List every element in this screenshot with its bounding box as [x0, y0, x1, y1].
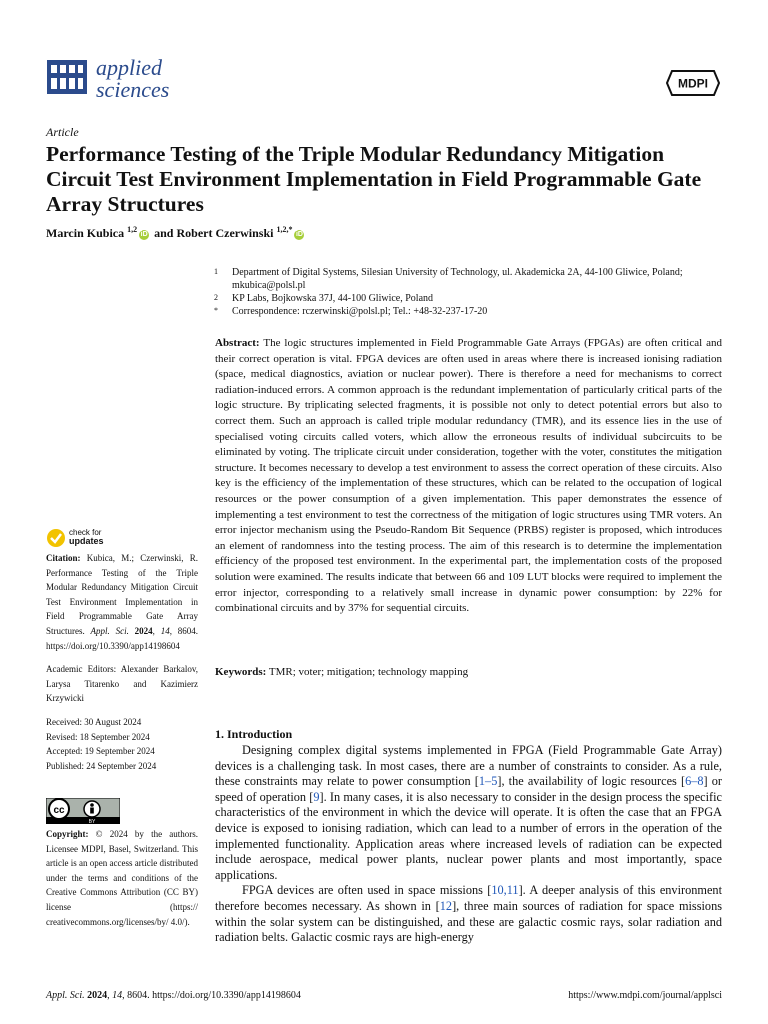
journal-logo-icon: [47, 60, 87, 94]
svg-text:cc: cc: [53, 805, 65, 816]
date-received: Received: 30 August 2024: [46, 716, 142, 727]
sidebar-meta: [46, 551, 198, 782]
keywords-text: TMR; voter; mitigation; technology mapping: [266, 666, 469, 678]
check-updates-icon: [46, 528, 66, 548]
footer-doi-link[interactable]: , 8604. https://doi.org/10.3390/app14198604: [122, 990, 301, 1001]
article-type: Article: [46, 125, 79, 139]
author-name[interactable]: Robert Czerwinski: [176, 226, 274, 240]
affiliation-item: 2 KP Labs, Bojkowska 37J, 44-100 Gliwice, Poland: [214, 293, 434, 304]
citation-link[interactable]: 6–8: [685, 774, 704, 789]
affiliations: [214, 266, 724, 318]
abstract-text: The logic structures implemented in Field Programmable Gate Arrays (FPGAs) are often critical and their correct operation is vital. FPGA devices are often used in areas where there is increased ionising radiation (space, medical diagnostics, aviation or nuclear power). There is therefore a need for mechanisms to correct radiation-induced errors. A common approach is the redundant implementation of particularly critical parts of the logic structure. By triplicating selected fragments, it is possible not only to detect potential errors but also to correct them. Such an approach is called triple modular redundancy (TMR), and its essence lies in the use of specialised voting circuits called voters, which allow the erroneous results of individual subcircuits to be eliminated by voting. The triplicate circuit under consideration, together with the voter, constitutes the mitigation structure. It becomes necessary to develop a test environment to assess the correct operation of these circuits. Also key is the efficiency of the implementation of these structures, which can be related to the occupation of logical resources or the power consumption of a given implementation. This paper demonstrates the essence of implementing a test environment to test the correctness of the mitigation of logic structures using TMR voters. An error injector mechanism using the Pseudo-Random Bit Sequence (PRBS) register is proposed, which introduces an element of randomness into the testing process. The aim of this research is to determine the implementation efficiency of the proposed test environment. In the experimental part, the implementation costs of the proposed solution were examined. The results indicate that between 66 and 109 LUT blocks were required to implement the error injector, corresponding to a relatively small increase in dynamic power consumption: by 22% for combinational circuits and by 37% for sequential circuits.: [215, 337, 722, 615]
journal-name-line1: applied: [96, 55, 162, 80]
citation-link[interactable]: 9: [313, 789, 320, 804]
keywords-label: Keywords:: [215, 666, 267, 678]
journal-name[interactable]: [96, 57, 169, 101]
affiliation-item: 1 Department of Digital Systems, Silesian University of Technology, ul. Akademicka 2A, 44-100 Gliwice, Poland; mkubica@polsl.pl: [214, 267, 683, 291]
check-updates-line2: updates: [69, 536, 104, 546]
paragraph: FPGA devices are often used in space missions [10,11]. A deeper analysis of this environment therefore becomes necessary. As shown in [12], three main sources of radiation for space missions within the solar system can be distinguished, and these are galactic cosmic rays, solar radiation and radiation belts. Galactic cosmic rays are high-energy: [215, 883, 723, 945]
mdpi-logo-text: MDPI: [678, 76, 708, 91]
doi-link[interactable]: , 8604. https://doi.org/10.3390/app14198604: [46, 625, 199, 651]
citation-link[interactable]: 1–5: [478, 774, 498, 789]
orcid-icon[interactable]: iD: [295, 231, 303, 238]
svg-text:BY: BY: [88, 819, 96, 824]
keywords: [215, 666, 722, 678]
journal-name-line2: sciences: [96, 77, 170, 102]
section-heading: 1. Introduction: [215, 727, 293, 741]
author-joiner: and: [151, 226, 177, 240]
footer-citation: Appl. Sci. 2024, 14, 8604. https://doi.org/10.3390/app14198604: [46, 990, 301, 1001]
dates-block: [46, 715, 198, 773]
author-affiliation-sup: 1,2,*: [276, 225, 293, 234]
date-revised: Revised: 18 September 2024: [46, 731, 150, 742]
cc-by-license-icon[interactable]: [46, 798, 120, 824]
orcid-icon[interactable]: iD: [140, 231, 148, 238]
citation-block: Citation: Kubica, M.; Czerwinski, R. Performance Testing of the Triple Modular Redundancy Mitigation Circuit Test Environment Implementation in Field Programmable Gate Array Structures. Appl. Sci. 2024, 14, 8604. https://doi.org/10.3390/app14198604: [46, 553, 199, 651]
affiliation-item: * Correspondence: rczerwinski@polsl.pl; Tel.: +48-32-237-17-20: [214, 306, 488, 317]
footer-journal-url[interactable]: https://www.mdpi.com/journal/applsci: [568, 990, 722, 1001]
citation-link[interactable]: 12: [439, 898, 453, 913]
citation-link[interactable]: 10,11: [491, 883, 519, 898]
check-updates-line1: check for: [69, 528, 102, 537]
academic-editors: Academic Editors: Alexander Barkalov, Larysa Titarenko and Kazimierz Krzywicki: [46, 664, 198, 704]
mdpi-logo[interactable]: [666, 70, 720, 96]
paragraph: Designing complex digital systems implemented in FPGA (Field Programmable Gate Array) devices is a challenging task. In most cases, there are a number of constraints to consider. As a rule, these constraints may relate to power consumption [1–5], the availability of logic resources [6–8] or speed of operation [9]. In many cases, it is also necessary to consider in the design process the specific characteristics of the environment in which the device will operate. It is often the case that an FPGA device is exposed to ionising radiation, which can lead to a number of errors in the operation of the implemented functionality. Application areas where increased levels of radiation can be expected include aerospace, medical power plants, nuclear power plants and most importantly, space applications.: [215, 743, 723, 882]
check-for-updates-button[interactable]: [46, 528, 126, 548]
abstract-label: Abstract:: [215, 337, 260, 349]
author-list: [46, 225, 306, 241]
date-published: Published: 24 September 2024: [46, 760, 157, 771]
author-affiliation-sup: 1,2: [127, 225, 138, 234]
date-accepted: Accepted: 19 September 2024: [46, 746, 155, 757]
abstract: [215, 336, 722, 617]
copyright-notice: Copyright: © 2024 by the authors. Licensee MDPI, Basel, Switzerland. This article is an open access article distributed under the terms and conditions of the Creative Commons Attribution (CC BY) license (https:// creativecommons.org/licenses/by/ 4.0/).: [46, 829, 198, 927]
paper-title: Performance Testing of the Triple Modular Redundancy Mitigation Circuit Test Environment Implementation in Field Programmable Gate Array Structures: [46, 142, 702, 216]
author-name[interactable]: Marcin Kubica: [46, 226, 125, 240]
intro-body: [215, 743, 722, 946]
